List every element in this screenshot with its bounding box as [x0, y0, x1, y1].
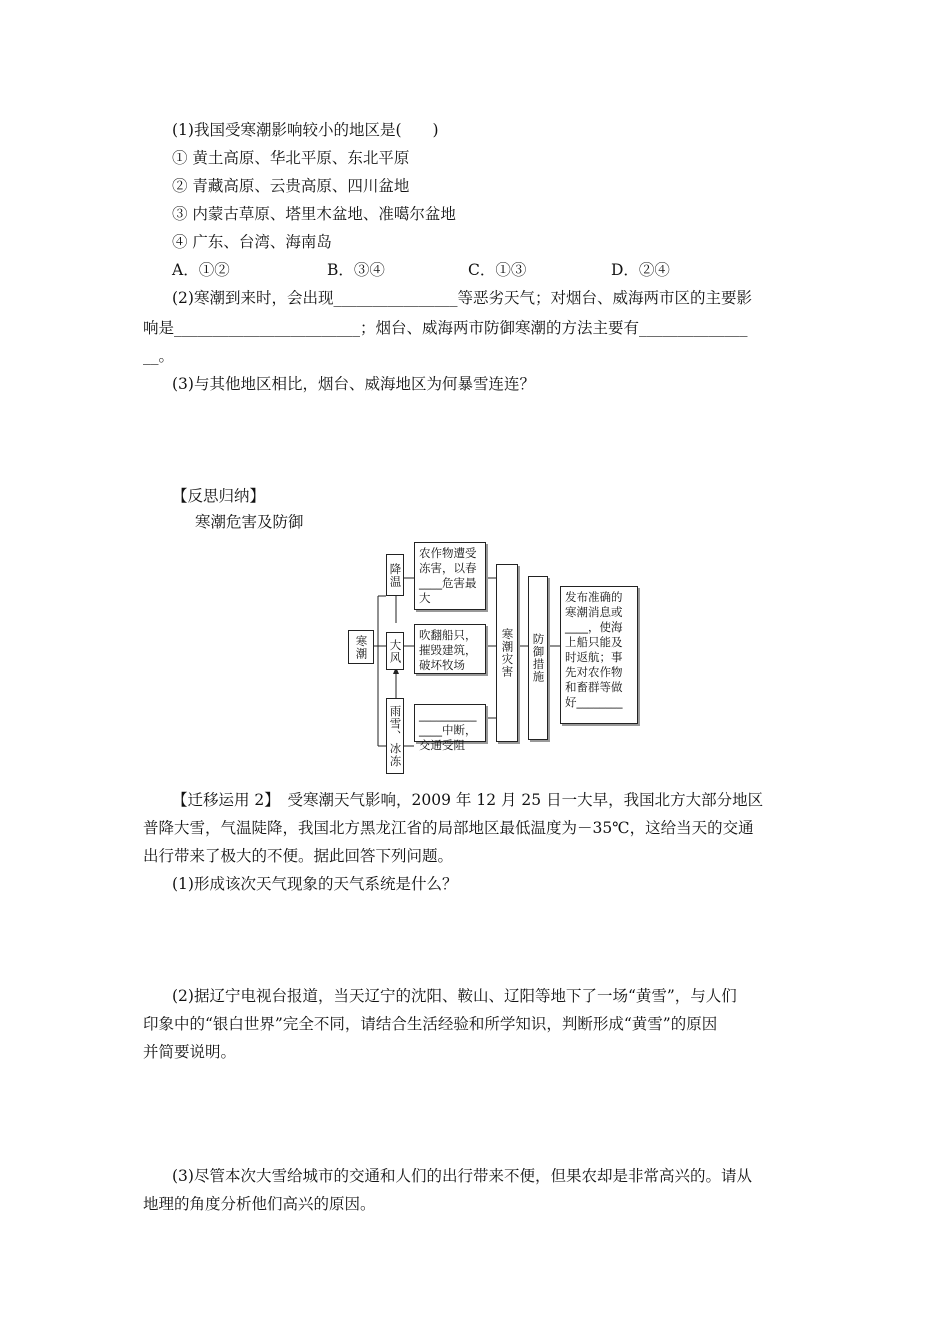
- transfer-line1: 【迁移运用 2】 受寒潮天气影响，2009 年 12 月 25 日一大早，我国北方大部分地区: [172, 791, 764, 809]
- q1-option-1: ① 黄土高原、华北平原、东北平原: [172, 149, 410, 167]
- defense-box: 防御措施: [528, 576, 548, 740]
- q2-line2: 响是________________________；烟台、威海两市防御寒潮的方法主要有______________: [143, 319, 748, 337]
- source-box: 寒潮: [348, 630, 374, 664]
- measures-box: [560, 586, 638, 724]
- transfer-q2-line3: 并简要说明。: [143, 1043, 237, 1061]
- measures-text: 发布准确的寒潮消息或____，使海上船只能及时返航；事先对农作物和畜群等做好________: [565, 590, 623, 709]
- transfer-q2-line2: 印象中的“银白世界”完全不同，请结合生活经验和所学知识，判断形成“黄雪”的原因: [143, 1015, 718, 1033]
- choice-c: C．①③: [468, 261, 527, 279]
- reflect-heading: 【反思归纳】: [172, 487, 266, 505]
- effect-frost-text: 农作物遭受冻害，以春____危害最大: [419, 546, 477, 605]
- effect-frost: [414, 542, 486, 610]
- q1-option-2: ② 青藏高原、云贵高原、四川盆地: [172, 177, 410, 195]
- reflect-subtitle: 寒潮危害及防御: [195, 513, 304, 531]
- q1-stem: (1)我国受寒潮影响较小的地区是( ): [172, 121, 439, 139]
- cause-snow-ice: 雨雪、冰冻: [386, 698, 404, 774]
- choice-d: D．②④: [611, 261, 670, 279]
- hazard-box: 寒潮灾害: [496, 564, 518, 742]
- effect-traffic-text: __________ ____中断，交通受阻: [419, 708, 477, 752]
- transfer-q3-line1: (3)尽管本次大雪给城市的交通和人们的出行带来不便，但果农却是非常高兴的。请从: [172, 1167, 752, 1185]
- q3-text: (3)与其他地区相比，烟台、威海地区为何暴雪连连？: [172, 375, 535, 393]
- cause-wind: 大风: [386, 632, 404, 670]
- q2-line1: (2)寒潮到来时，会出现________________等恶劣天气；对烟台、威海两市区的主要影: [172, 289, 752, 307]
- effect-wind-text: 吹翻船只，摧毁建筑，破坏牧场: [419, 628, 477, 672]
- transfer-line2: 普降大雪，气温陡降，我国北方黑龙江省的局部地区最低温度为－35℃，这给当天的交通: [143, 819, 754, 837]
- transfer-q3-line2: 地理的角度分析他们高兴的原因。: [143, 1195, 376, 1213]
- effect-traffic: [414, 704, 486, 752]
- q1-option-4: ④ 广东、台湾、海南岛: [172, 233, 332, 251]
- cold-wave-diagram: [346, 538, 642, 778]
- choice-a: A．①②: [172, 261, 230, 279]
- cause-cooling: 降温: [386, 554, 404, 596]
- transfer-q1: (1)形成该次天气现象的天气系统是什么？: [172, 875, 458, 893]
- choice-b: B．③④: [327, 261, 385, 279]
- q1-option-3: ③ 内蒙古草原、塔里木盆地、准噶尔盆地: [172, 205, 456, 223]
- effect-wind: [414, 624, 486, 674]
- transfer-q2-line1: (2)据辽宁电视台报道，当天辽宁的沈阳、鞍山、辽阳等地下了一场“黄雪”，与人们: [172, 987, 737, 1005]
- transfer-line3: 出行带来了极大的不便。据此回答下列问题。: [143, 847, 454, 865]
- q2-line3: __。: [143, 347, 175, 365]
